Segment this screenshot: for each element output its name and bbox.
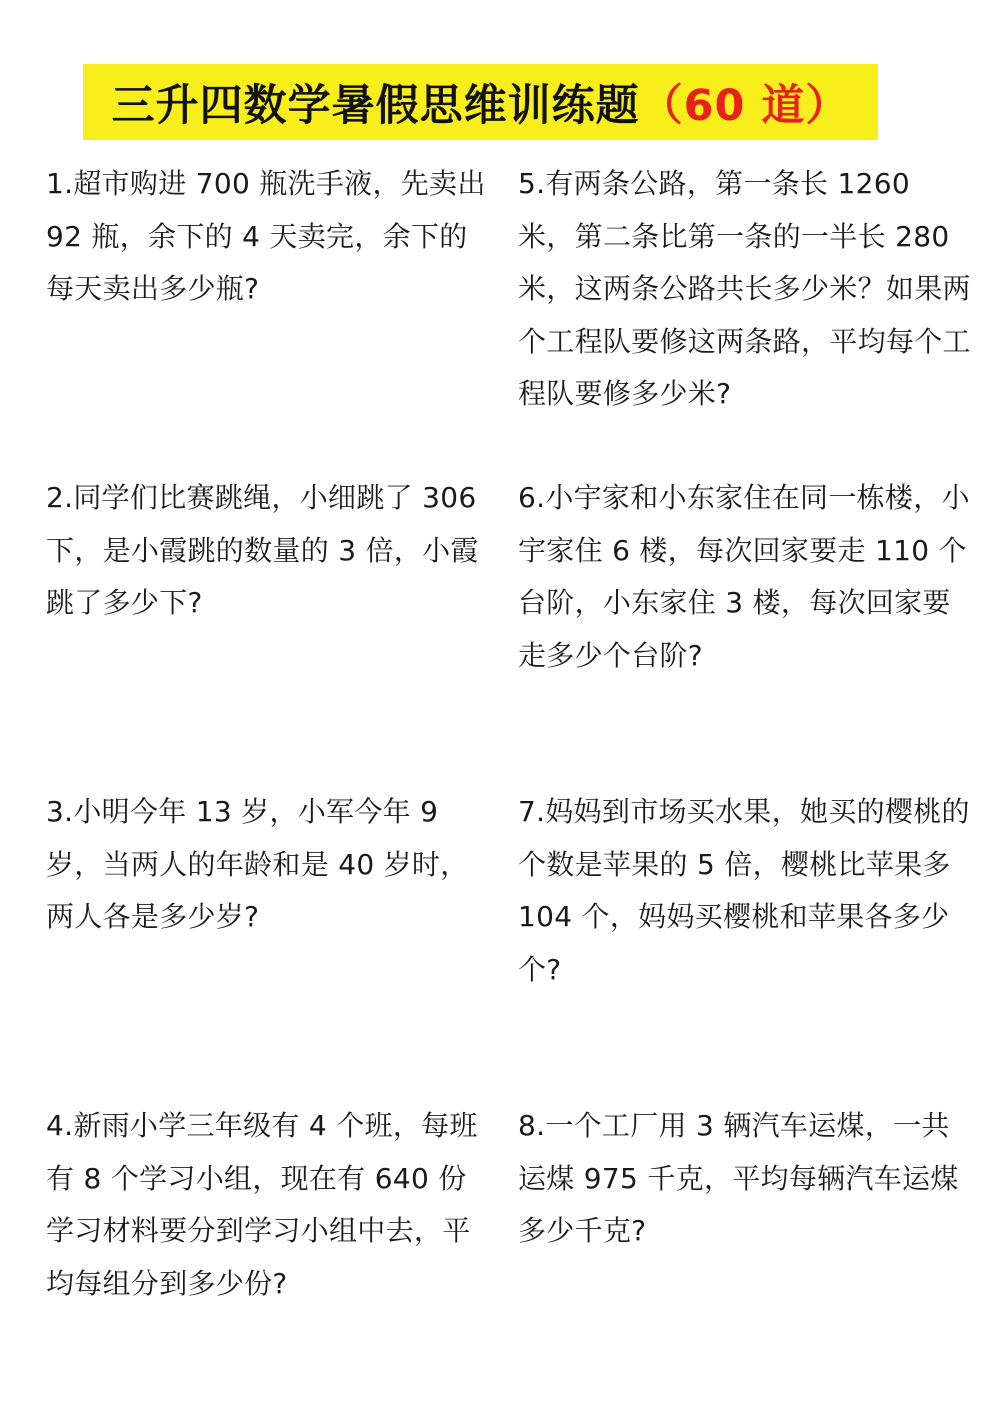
question-4: 4.新雨小学三年级有 4 个班，每班有 8 个学习小组，现在有 640 份学习材料要分到学习小组中去，平均每组分到多少份?: [46, 1109, 478, 1300]
question-8: 8.一个工厂用 3 辆汽车运煤，一共运煤 975 千克，平均每辆汽车运煤多少千克?: [518, 1109, 959, 1247]
title-main: 三升四数学暑假思维训练题: [111, 80, 640, 131]
question-7: 7.妈妈到市场买水果，她买的樱桃的个数是苹果的 5 倍，樱桃比苹果多 104 个，妈妈买樱桃和苹果各多少个?: [518, 795, 970, 986]
title-banner: [83, 64, 878, 140]
question-3: 3.小明今年 13 岁，小军今年 9 岁，当两人的年龄和是 40 岁时，两人各是多少岁?: [46, 795, 469, 933]
question-1: 1.超市购进 700 瓶洗手液，先卖出 92 瓶，余下的 4 天卖完，余下的每天卖出多少瓶?: [46, 167, 486, 305]
question-2: 2.同学们比赛跳绳，小细跳了 306 下，是小霞跳的数量的 3 倍，小霞跳了多少下?: [46, 481, 479, 619]
title-count: （60 道）: [639, 80, 850, 131]
page-title: [112, 72, 850, 133]
question-5: 5.有两条公路，第一条长 1260 米，第二条比第一条的一半长 280 米，这两条公路共长多少米？如果两个工程队要修这两条路，平均每个工程队要修多少米?: [518, 167, 971, 410]
question-6: 6.小宇家和小东家住在同一栋楼，小宇家住 6 楼，每次回家要走 110 个台阶，小东家住 3 楼，每次回家要走多少个台阶?: [518, 481, 970, 672]
